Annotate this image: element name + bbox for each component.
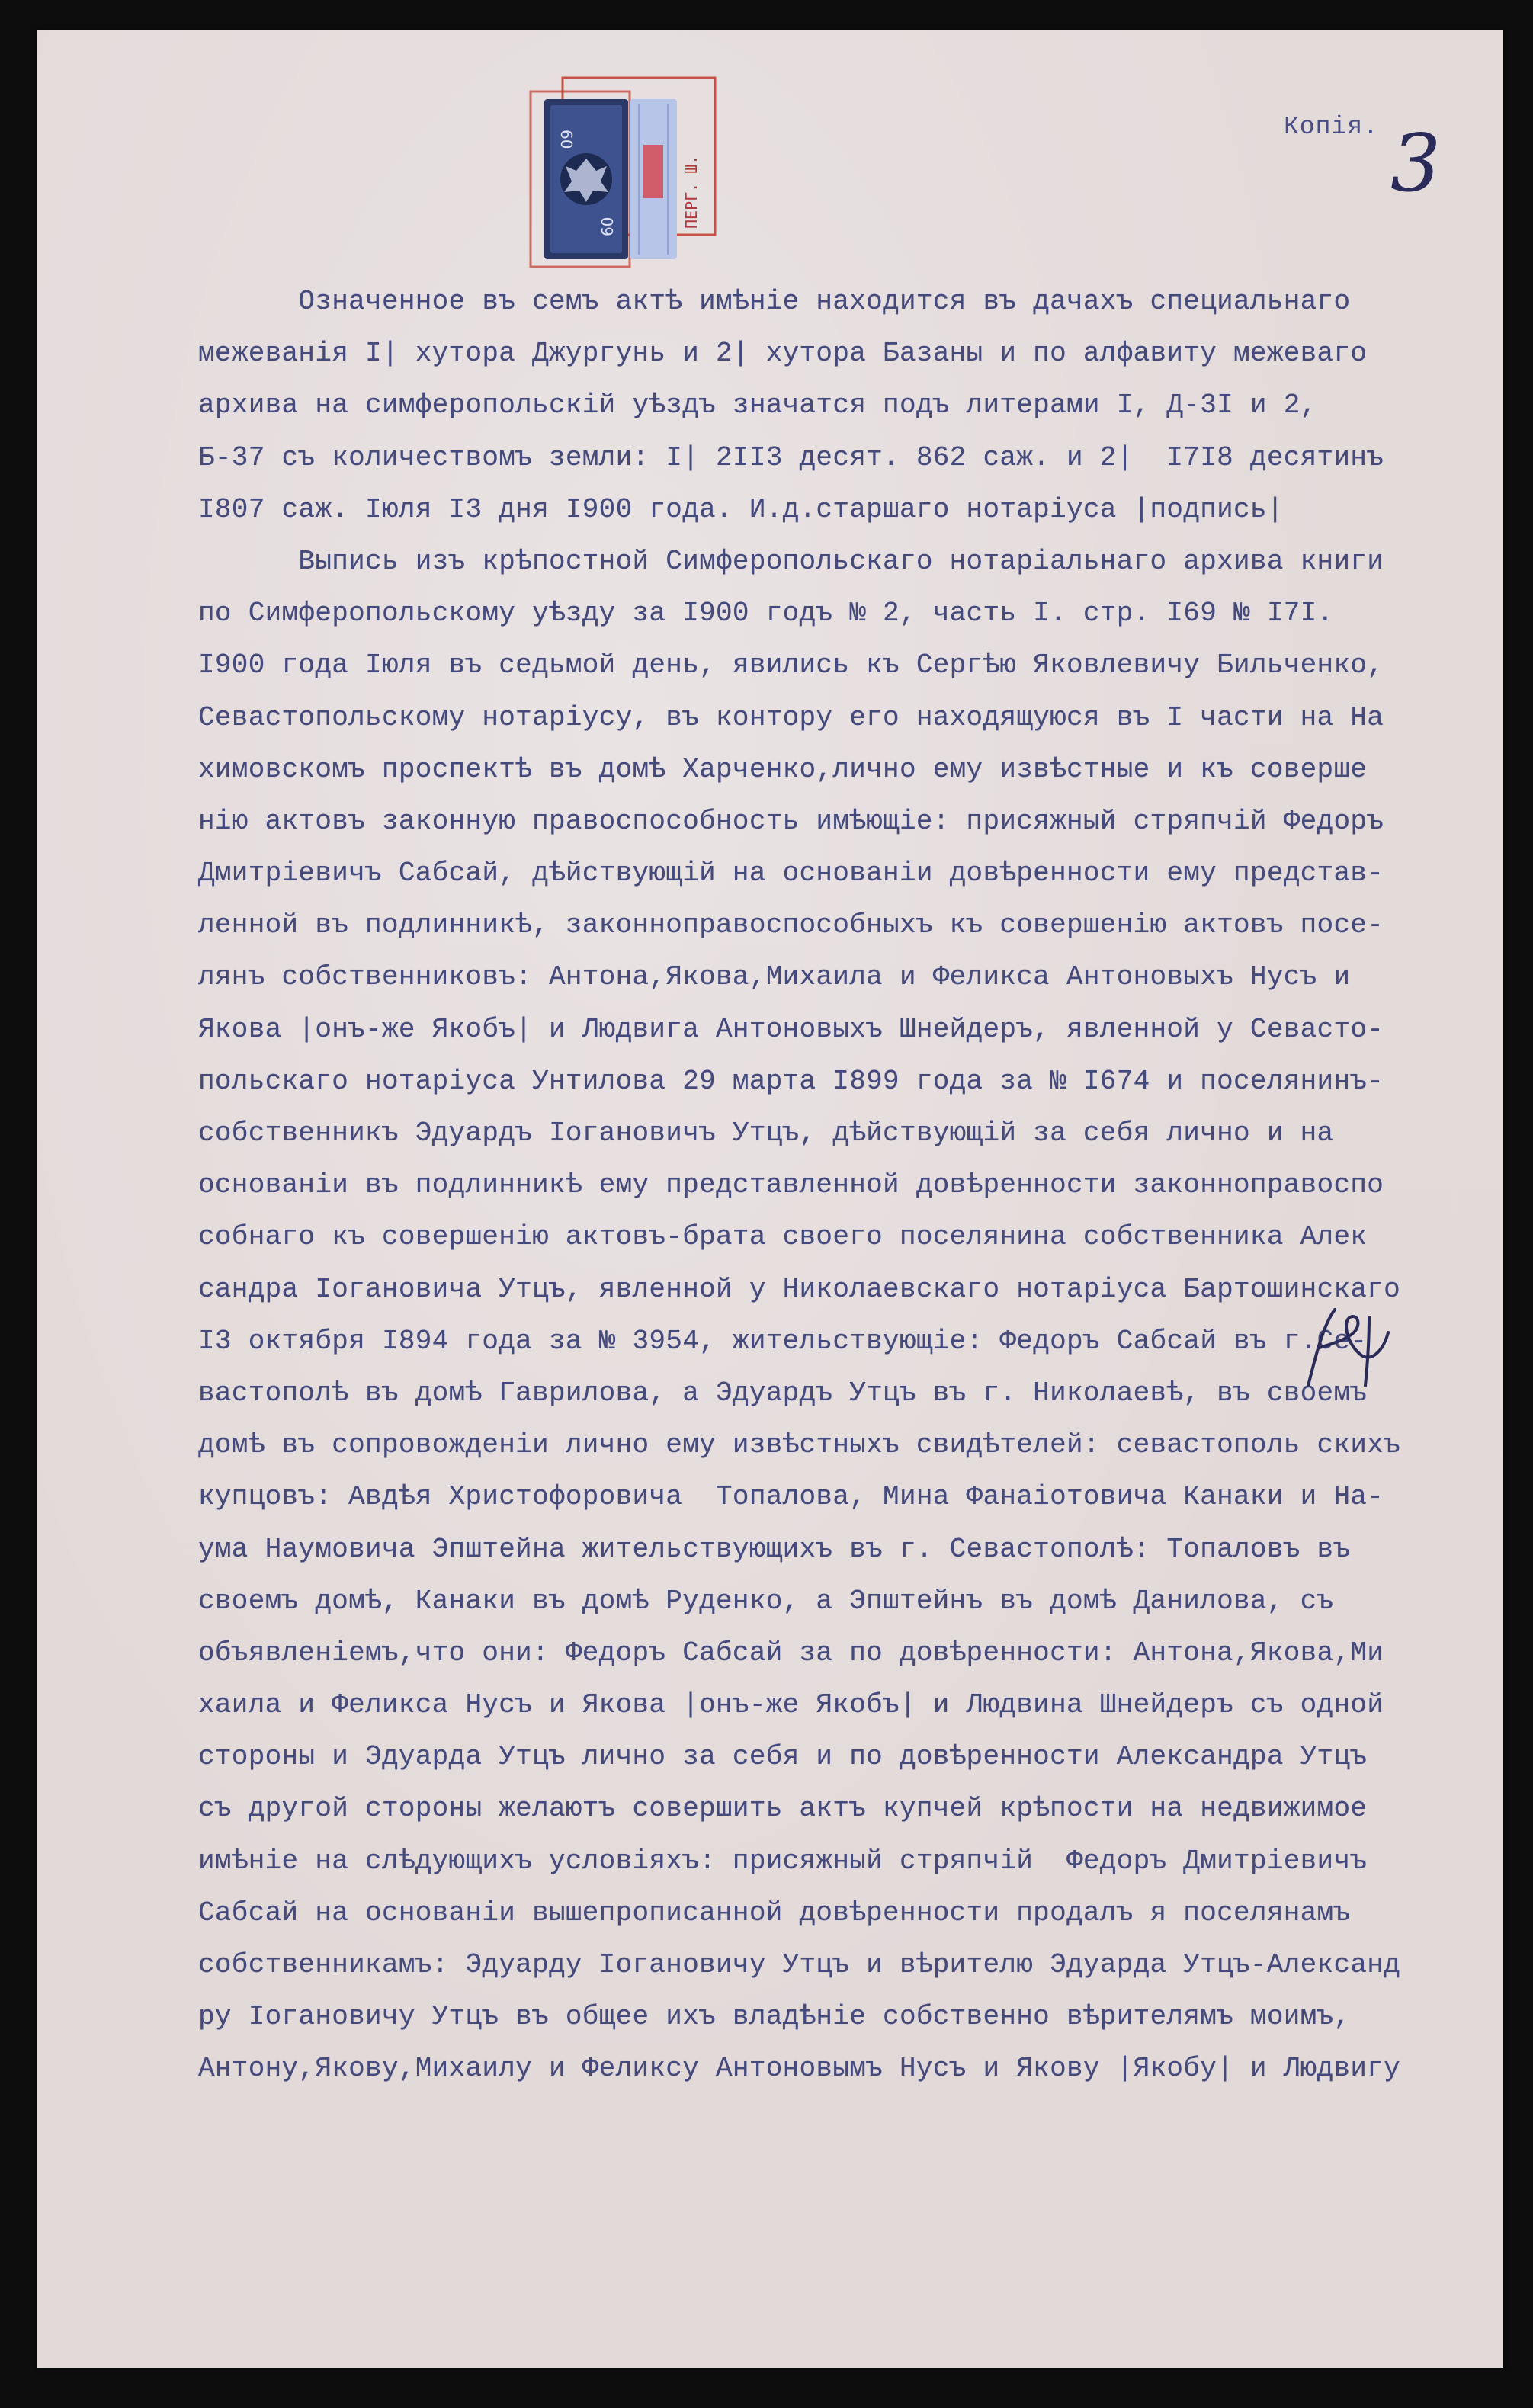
text-line: объявленіемъ,что они: Федоръ Сабсай за по довѣренности: Антона,Якова,Ми — [198, 1637, 1384, 1669]
text-line: Сабсай на основаніи вышепрописанной довѣренности продалъ я поселянамъ — [198, 1897, 1351, 1929]
text-line: лянъ собственниковъ: Антона,Якова,Михаила и Феликса Антоновыхъ Нусъ и — [198, 961, 1351, 993]
revenue-stamp — [524, 76, 723, 274]
text-line: Севастопольскому нотаріусу, въ контору его находящуюся въ I части на На — [198, 701, 1384, 733]
text-line: хаила и Феликса Нусъ и Якова |онъ-же Якобъ| и Людвина Шнейдеръ съ одной — [198, 1689, 1384, 1721]
text-line: вастополѣ въ домѣ Гаврилова, а Эдуардъ Утцъ въ г. Николаевѣ, въ своемъ — [198, 1377, 1368, 1409]
text-line: Якова |онъ-же Якобъ| и Людвига Антоновыхъ Шнейдеръ, явленной у Севасто- — [198, 1013, 1384, 1045]
text-line: ума Наумовича Эпштейна жительствующихъ въ г. Севастополѣ: Топаловъ въ — [198, 1533, 1351, 1565]
text-line: межеванія I| хутора Джургунь и 2| хутора Базаны и по алфавиту межеваго — [198, 338, 1368, 370]
text-line: I807 саж. Іюля I3 дня I900 года. И.д.старшаго нотаріуса |подпись| — [198, 493, 1284, 525]
text-line: по Симферопольскому уѣзду за I900 годъ № 2, часть I. стр. I69 № I7I. — [198, 598, 1334, 630]
text-line: собнаго къ совершенію актовъ-брата своего поселянина собственника Алек — [198, 1221, 1368, 1253]
text-line: купцовъ: Авдѣя Христофоровича Топалова, Мина Фанаіотовича Канаки и На- — [198, 1481, 1384, 1513]
text-line: собственникамъ: Эдуарду Іогановичу Утцъ и вѣрителю Эдуарда Утцъ-Александ — [198, 1949, 1401, 1980]
copy-label: Копія. — [1284, 113, 1379, 141]
text-line: стороны и Эдуарда Утцъ лично за себя и по довѣренности Александра Утцъ — [198, 1741, 1368, 1773]
text-line: съ другой стороны желаютъ совершить актъ купчей крѣпости на недвижимое — [198, 1793, 1368, 1825]
handwritten-initials — [1293, 1302, 1407, 1393]
text-line: I3 октября I894 года за № 3954, жительствующіе: Федоръ Сабсай въ г.Се- — [198, 1325, 1368, 1357]
text-line: ленной въ подлинникѣ, законноправоспособныхъ къ совершенію актовъ посе- — [198, 909, 1384, 941]
text-line: домѣ въ сопровожденіи лично ему извѣстныхъ свидѣтелей: севастополь скихъ — [198, 1429, 1401, 1461]
text-line: своемъ домѣ, Канаки въ домѣ Руденко, а Эпштейнъ въ домѣ Данилова, съ — [198, 1585, 1334, 1617]
page-number: 3 — [1390, 117, 1442, 210]
document-body — [198, 276, 1479, 2095]
svg-text:60: 60 — [598, 216, 617, 236]
text-line: ру Іогановичу Утцъ въ общее ихъ владѣніе собственно вѣрителямъ моимъ, — [198, 2001, 1351, 2033]
text-line: архива на симферопольскій уѣздъ значатся подъ литерами I, Д-3I и 2, — [198, 390, 1317, 422]
text-line: Дмитріевичъ Сабсай, дѣйствующій на основаніи довѣренности ему представ- — [198, 858, 1384, 890]
text-line: Антону,Якову,Михаилу и Феликсу Антоновымъ Нусъ и Якову |Якобу| и Людвигу — [198, 2053, 1401, 2085]
text-line: польскаго нотаріуса Унтилова 29 марта I899 года за № I674 и поселянинъ- — [198, 1065, 1384, 1097]
text-line: I900 года Іюля въ седьмой день, явились къ Сергѣю Яковлевичу Бильченко, — [198, 649, 1384, 681]
text-line: основаніи въ подлинникѣ ему представленной довѣренности законноправоспо — [198, 1169, 1384, 1201]
text-line: нію актовъ законную правоспособность имѣющіе: присяжный стряпчій Федоръ — [198, 805, 1384, 837]
text-line: сандра Іогановича Утцъ, явленной у Николаевскаго нотаріуса Бартошинскаго — [198, 1273, 1401, 1305]
text-line: Б-37 съ количествомъ земли: I| 2II3 десят. 862 саж. и 2| I7I8 десятинъ — [198, 441, 1384, 473]
document-page — [37, 30, 1503, 2368]
text-line: Означенное въ семъ актѣ имѣніе находится въ дачахъ специальнаго — [198, 286, 1351, 317]
text-line: Выпись изъ крѣпостной Симферопольскаго нотаріальнаго архива книги — [198, 545, 1384, 577]
text-line: имѣніе на слѣдующихъ условіяхъ: присяжный стряпчій Федоръ Дмитріевичъ — [198, 1845, 1368, 1877]
svg-text:60: 60 — [557, 130, 576, 149]
text-line: собственникъ Эдуардъ Іогановичъ Утцъ, дѣйствующій за себя лично и на — [198, 1117, 1334, 1149]
svg-text:ПЕРГ. Ш.: ПЕРГ. Ш. — [682, 155, 701, 229]
text-line: химовскомъ проспектѣ въ домѣ Харченко,лично ему извѣстные и къ соверше — [198, 753, 1368, 785]
